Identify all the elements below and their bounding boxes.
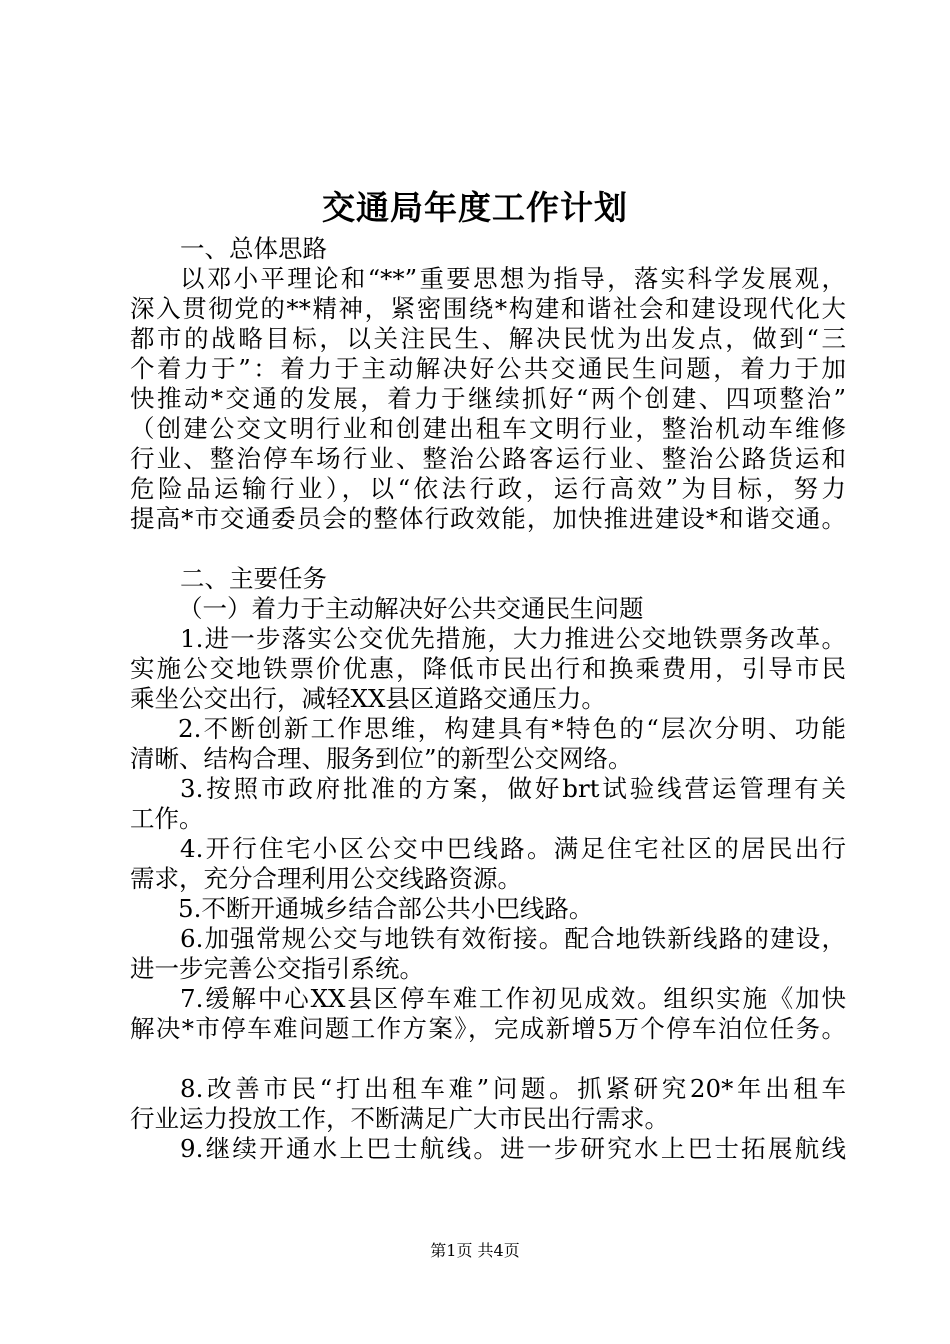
paragraph-line: 5.不断开通城乡结合部公共小巴线路。 (178, 894, 594, 923)
document-title: 交通局年度工作计划 (322, 188, 628, 227)
paragraph-line: 以邓小平理论和“**”重要思想为指导，落实科学发展观， (180, 264, 846, 293)
subsection-heading: （一）着力于主动解决好公共交通民生问题 (178, 594, 644, 623)
paragraph-line: 进一步完善公交指引系统。 (130, 954, 424, 983)
paragraph-line: 提高*市交通委员会的整体行政效能，加快推进建设*和谐交通。 (130, 504, 846, 533)
document-body (130, 234, 846, 1164)
section-heading: 一、总体思路 (180, 234, 327, 263)
paragraph-line: 解决*市停车难问题工作方案》，完成新增5万个停车泊位任务。 (130, 1014, 846, 1043)
paragraph-line: 6.加强常规公交与地铁有效衔接。配合地铁新线路的建设， (180, 924, 846, 953)
paragraph-line: 3.按照市政府批准的方案，做好brt试验线营运管理有关 (180, 774, 846, 803)
paragraph-line: 都市的战略目标，以关注民生、解决民忧为出发点，做到“三 (130, 324, 846, 353)
page-number-footer: 第1页 共4页 (430, 1241, 520, 1260)
paragraph-line: 1.进一步落实公交优先措施，大力推进公交地铁票务改革。 (180, 624, 846, 653)
paragraph-line: 乘坐公交出行，减轻XX县区道路交通压力。 (130, 684, 606, 713)
paragraph-line: 8.改善市民“打出租车难”问题。抓紧研究20*年出租车 (180, 1074, 846, 1103)
paragraph-line: 实施公交地铁票价优惠，降低市民出行和换乘费用，引导市民 (130, 654, 846, 683)
paragraph-line: 危险品运输行业），以“依法行政，运行高效”为目标，努力 (130, 474, 846, 503)
blank-line (130, 534, 846, 564)
paragraph-line: 2.不断创新工作思维，构建具有*特色的“层次分明、功能 (178, 714, 846, 743)
paragraph-line: 工作。 (130, 804, 204, 833)
paragraph-line: 个着力于”：着力于主动解决好公共交通民生问题，着力于加 (130, 354, 846, 383)
paragraph-line: 7.缓解中心XX县区停车难工作初见成效。组织实施《加快 (180, 984, 846, 1013)
section-heading: 二、主要任务 (180, 564, 327, 593)
paragraph-line: 深入贯彻党的**精神，紧密围绕*构建和谐社会和建设现代化大 (130, 294, 846, 323)
paragraph-line: 需求，充分合理利用公交线路资源。 (130, 864, 522, 893)
blank-line (130, 1044, 846, 1074)
paragraph-line: （创建公交文明行业和创建出租车文明行业，整治机动车维修 (130, 414, 846, 443)
paragraph-line: 行业、整治停车场行业、整治公路客运行业、整治公路货运和 (130, 444, 846, 473)
paragraph-line: 9.继续开通水上巴士航线。进一步研究水上巴士拓展航线 (180, 1134, 846, 1163)
paragraph-line: 快推动*交通的发展，着力于继续抓好“两个创建、四项整治” (130, 384, 846, 413)
paragraph-line: 行业运力投放工作，不断满足广大市民出行需求。 (130, 1104, 669, 1133)
paragraph-line: 4.开行住宅小区公交中巴线路。满足住宅社区的居民出行 (180, 834, 846, 863)
paragraph-line: 清晰、结构合理、服务到位”的新型公交网络。 (130, 744, 633, 773)
